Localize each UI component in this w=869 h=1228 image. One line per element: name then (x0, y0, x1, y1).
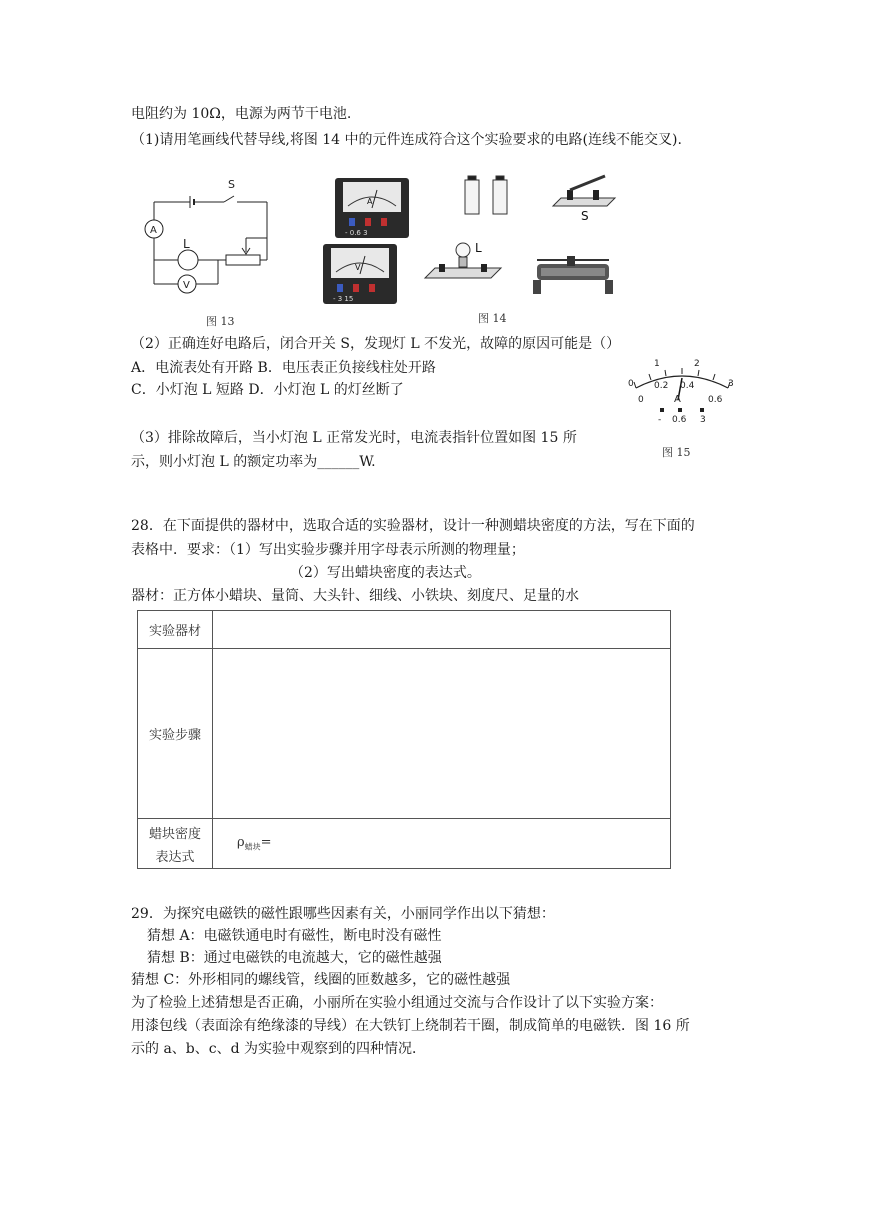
svg-text:- 3 15: - 3 15 (333, 295, 354, 303)
fig14-rheostat (533, 256, 613, 294)
fig14-ammeter (335, 178, 409, 238)
svg-text:0.6: 0.6 (672, 415, 687, 425)
fig14-voltmeter (323, 244, 397, 304)
fig13-label-l: L (183, 237, 190, 251)
fig14-caption: 图 14 (478, 312, 507, 325)
table-row (138, 819, 671, 869)
q27-line1: 电阻约为 10Ω，电源为两节干电池. (131, 106, 352, 122)
svg-text:3: 3 (728, 379, 734, 389)
svg-text:0: 0 (628, 379, 634, 389)
fig13-circuit-diagram (134, 172, 274, 302)
row-label-expression-l2: 表达式 (155, 849, 195, 865)
svg-text:0.6: 0.6 (708, 395, 723, 405)
fig13-caption: 图 13 (206, 315, 235, 328)
cell-equipment[interactable] (213, 611, 671, 649)
q27-option-cd: C．小灯泡 L 短路 D．小灯泡 L 的灯丝断了 (131, 382, 404, 398)
svg-text:- 0.6 3: - 0.6 3 (345, 229, 368, 237)
q28-line1: 28．在下面提供的器材中，选取合适的实验器材，设计一种测蜡块密度的方法，写在下面的 (131, 518, 695, 534)
svg-text:-: - (658, 415, 662, 425)
q29-line7: 示的 a、b、c、d 为实验中观察到的四种情况． (131, 1041, 427, 1057)
fig13-label-v: V (183, 280, 190, 291)
svg-text:0.4: 0.4 (680, 381, 695, 391)
svg-text:0.2: 0.2 (654, 381, 669, 391)
row-label-steps: 实验步骤 (138, 649, 213, 819)
q27-part1: （1)请用笔画线代替导线,将图 14 中的元件连成符合这个实验要求的电路(连线不能交叉). (131, 132, 682, 148)
svg-text:A: A (674, 394, 681, 405)
fig15-caption: 图 15 (662, 446, 691, 459)
experiment-table (137, 610, 671, 869)
table-row (138, 611, 671, 649)
row-label-expression-l1: 蜡块密度 (148, 826, 201, 842)
row-label-equipment: 实验器材 (138, 611, 213, 649)
q29-guess-c: 猜想 C：外形相同的螺线管，线圈的匝数越多，它的磁性越强 (131, 972, 511, 988)
q29-line1: 29．为探究电磁铁的磁性跟哪些因素有关，小丽同学作出以下猜想： (131, 906, 555, 922)
q28-line3: （2）写出蜡块密度的表达式。 (290, 565, 481, 581)
svg-text:1: 1 (654, 359, 660, 369)
q27-part3-line2: 示，则小灯泡 L 的额定功率为______W. (131, 454, 376, 470)
q29-guess-a: 猜想 A：电磁铁通电时有磁性，断电时没有磁性 (147, 928, 442, 944)
rho-symbol: ρ (237, 834, 245, 850)
rho-equals: = (260, 834, 272, 850)
fig15-ammeter-dial (622, 356, 742, 428)
svg-text:L: L (475, 241, 482, 255)
q27-part3-line1: （3）排除故障后，当小灯泡 L 正常发光时，电流表指针位置如图 15 所 (131, 430, 577, 446)
svg-text:0: 0 (638, 395, 644, 405)
cell-expression[interactable] (213, 819, 671, 869)
q28-materials: 器材：正方体小蜡块、量筒、大头针、细线、小铁块、刻度尺、足量的水 (131, 588, 579, 604)
fig13-label-s: S (228, 178, 235, 191)
table-row (138, 649, 671, 819)
fig13-label-a: A (150, 225, 157, 236)
q29-line5: 为了检验上述猜想是否正确，小丽所在实验小组通过交流与合作设计了以下实验方案： (131, 995, 663, 1011)
svg-text:S: S (581, 209, 589, 223)
fig14-batteries (465, 176, 507, 214)
q27-part2: （2）正确连好电路后，闭合开关 S，发现灯 L 不发光，故障的原因可能是（） (131, 336, 621, 352)
svg-text:V: V (355, 263, 361, 272)
cell-steps[interactable] (213, 649, 671, 819)
q28-line2: 表格中．要求：（1）写出实验步骤并用字母表示所测的物理量； (131, 542, 525, 558)
fig14-lamp-holder (425, 241, 501, 278)
fig14-components (315, 168, 625, 310)
svg-text:3: 3 (700, 415, 706, 425)
fig14-switch (553, 176, 615, 223)
q27-option-ab: A．电流表处有开路 B．电压表正负接线柱处开路 (131, 360, 436, 376)
svg-text:2: 2 (694, 359, 700, 369)
row-label-expression (138, 819, 213, 869)
q29-line6: 用漆包线（表面涂有绝缘漆的导线）在大铁钉上绕制若干圈，制成简单的电磁铁．图 16 所 (131, 1018, 690, 1034)
rho-subscript: 蜡块 (244, 842, 261, 852)
q29-guess-b: 猜想 B：通过电磁铁的电流越大，它的磁性越强 (147, 950, 442, 966)
svg-text:A: A (367, 197, 373, 206)
